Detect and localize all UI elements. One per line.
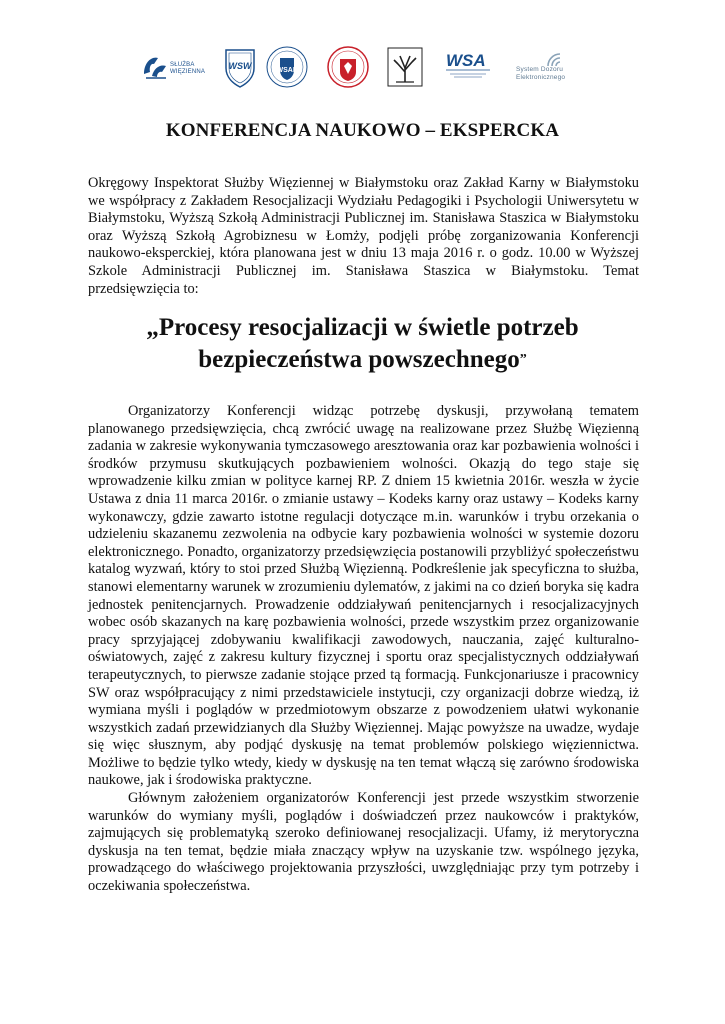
- svg-text:WSAP: WSAP: [276, 67, 298, 74]
- wsap-seal-icon: [264, 44, 310, 90]
- body-paragraph-2: Głównym założeniem organizatorów Konferencji jest przede wszystkim stworzenie warunków do wymiany myśli, poglądów i doświadczeń przez naukowców i praktyków, zajmujących się problematyką szeroko definiowanej resocjalizacji. Ufamy, iż merytoryczna dyskusja na ten temat, będzie miała znaczący wpływ na uzyskanie tzw. wspólnego języka, prowadzącego do właściwego projektowania przyszłości, uwzględniając przy tym potrzeby i oczekiwania społeczeństwa.: [88, 790, 639, 895]
- logo-strip: [140, 44, 590, 90]
- closing-quote: ”: [519, 352, 527, 367]
- body-paragraph-1: Organizatorzy Konferencji widząc potrzebę dyskusji, przywołaną tematem planowanego przedsięwzięcia, chcą zwrócić uwagę na realizowane przez Służbę Więzienną zadania w zakresie wykonywania tymczasowego aresztowania oraz kar pozbawienia wolności i środków przymusu skutkujących pozbawieniem wolności. Okazją do tego staje się wprowadzenie kilku zmian w polityce karnej RP. Z dniem 15 kwietnia 2016r. weszła w życie Ustawa z dnia 11 marca 2016r. o zmianie ustawy – Kodeks karny oraz ustawy – Kodeks karny wykonawczy, gdzie zawarto istotne regulacji dotyczące m.in. warunków i trybu orzekania o udzieleniu skazanemu zezwolenia na odbycie kary pozbawienia wolności w systemie dozoru elektronicznego. Ponadto, organizatorzy przedsięwzięcia postanowili przybliżyć społeczeństwu katalog wyzwań, który to stoi przed Służbą Więzienną. Podkreślenie jak specyficzna to służba, stanowi elementarny warunek w zrozumieniu dylematów, z jakimi na co dzień boryka się kadra jednostek penitencjarnych. Prowadzenie oddziaływań penitencjarnych i resocjalizacyjnych wobec osób skazanych na karę pozbawienia wolności, przede wszystkim przez organizowanie pracy sprzyjającej zdobywaniu kwalifikacji zawodowych, nauczania, zajęć kulturalno-oświatowych, zajęć z zakresu kultury fizycznej i sportu oraz specjalistycznych oddziaływań terapeutycznych, to pierwsze zadanie stojące przed tą formacją. Funkcjonariusze i pracownicy SW oraz współpracujący z nimi przedstawiciele instytucji, czy organizacji dobrze wiedzą, iż wymiana myśli i poglądów w przedmiotowym obszarze z powodzeniem ułatwi wykonanie wszystkich zadań przewidzianych dla Służby Więziennej. Mając powyższe na uwadze, wydaje się więc słusznym, aby podjąć dyskusję na temat problemów polskiego więziennictwa. Możliwe to będzie tylko wtedy, kiedy w dyskusję na ten temat włączą się zarówno środowiska naukowe, jak i środowiska praktyczne.: [88, 403, 639, 789]
- wsa-logo: [442, 44, 494, 90]
- system-dozoru-label: System Dozoru Elektronicznego: [516, 66, 566, 81]
- wsw-logo: [222, 44, 258, 90]
- wsa-mark-icon: [442, 44, 494, 90]
- wsap-logo: [264, 44, 310, 90]
- emblem-logo: [326, 44, 370, 90]
- intro-paragraph: Okręgowy Inspektorat Służby Więziennej w Białymstoku oraz Zakład Karny w Białymstoku we współpracy z Zakładem Resocjalizacji Wydziału Pedagogiki i Psychologii Uniwersytetu w Białymstoku, Wyższą Szkołą Administracji Publicznej im. Stanisława Staszica w Białymstoku oraz Wyższą Szkołą Agrobiznesu w Łomży, podjęli próbę zorganizowania Konferencji naukowo-eksperckiej, która planowana jest w dniu 13 maja 2016 r. o godz. 10.00 w Wyższej Szkole Administracji Publicznej im. Stanisława Staszica w Białymstoku. Temat przedsięwzięcia to:: [88, 175, 639, 297]
- tree-icon: [384, 44, 426, 90]
- sluzba-wiezienna-label: SŁUŻBA WIĘZIENNA: [170, 62, 206, 75]
- wsw-shield-icon: [222, 44, 258, 90]
- topic-line-1: „Procesy resocjalizacji w świetle potrzeb: [146, 314, 579, 341]
- eagle-emblem-icon: [326, 44, 370, 90]
- conference-topic: [0, 312, 725, 376]
- system-dozoru-logo: [512, 44, 590, 90]
- svg-text:WSA: WSA: [446, 51, 486, 70]
- topic-line-2-text: bezpieczeństwa powszechnego: [198, 346, 520, 373]
- tree-logo: [384, 44, 426, 90]
- page-title: KONFERENCJA NAUKOWO – EKSPERCKA: [165, 120, 560, 141]
- topic-line-2: [0, 344, 725, 376]
- svg-text:WSW: WSW: [228, 61, 252, 71]
- sluzba-wiezienna-logo: [140, 44, 210, 90]
- body-text: [88, 403, 639, 896]
- sluzba-wiezienna-emblem-icon: [140, 44, 170, 90]
